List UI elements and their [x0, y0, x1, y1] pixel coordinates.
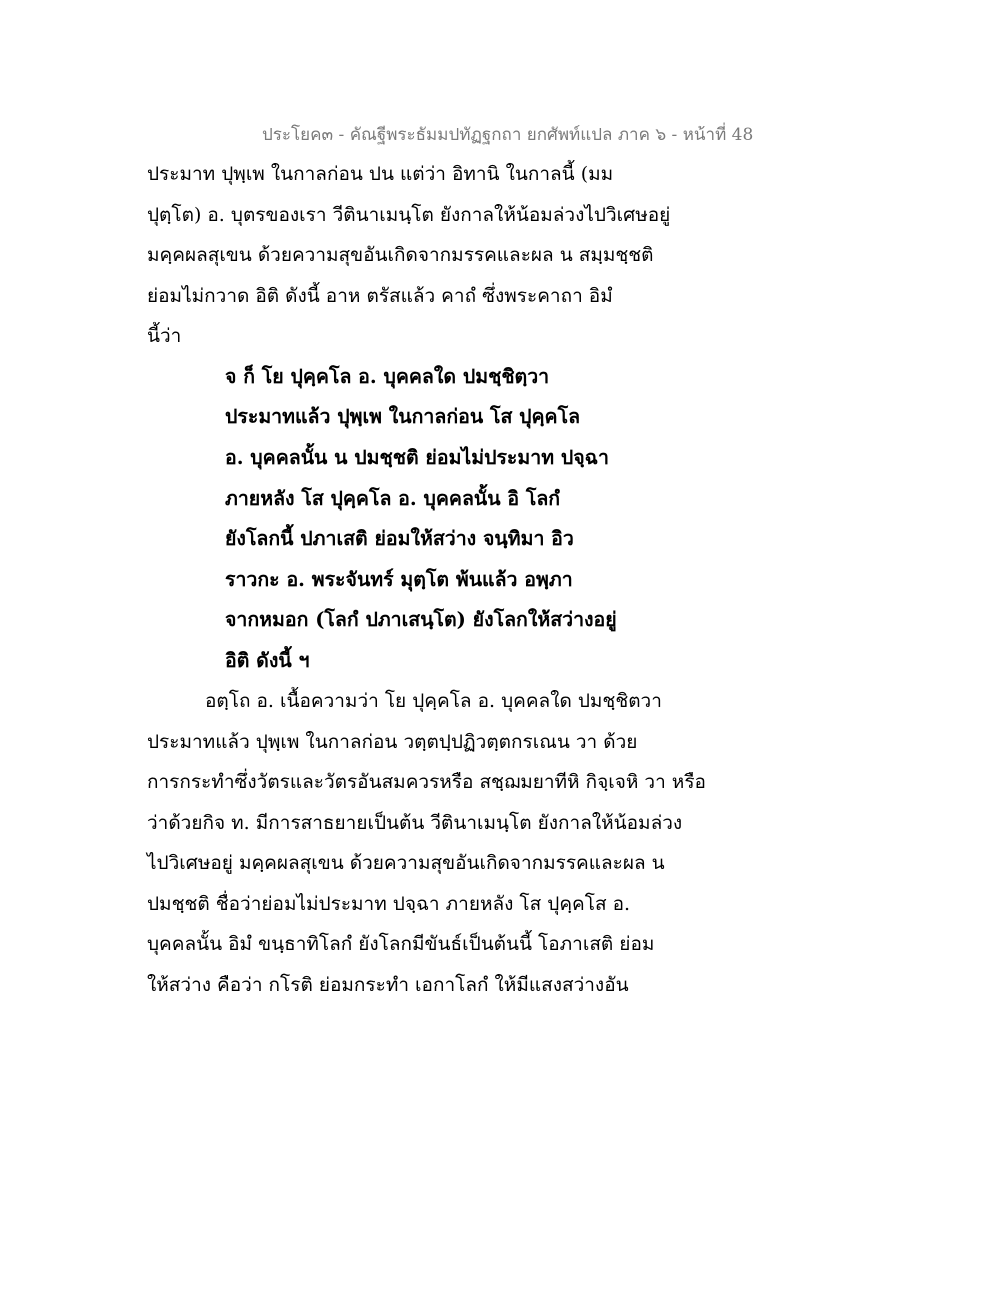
verse-line: จากหมอก (โลกํ ปภาเสนฺโต) ยังโลกให้สว่างอยู่ — [225, 608, 617, 631]
text-line: บุคคลนั้น อิมํ ขนฺธาทิโลกํ ยังโลกมีขันธ์เป็นต้นนี้ โอภาเสติ ย่อม — [147, 933, 655, 955]
verse-line: ภายหลัง โส ปุคฺคโล อ. บุคคลนั้น อิ โลกํ — [225, 487, 561, 510]
text-line: ย่อมไม่กวาด อิติ ดังนี้ อาห ตรัสแล้ว คาถํ ซึ่งพระคาถา อิมํ — [147, 285, 613, 307]
text-line: ปมชฺชติ ชื่อว่าย่อมไม่ประมาท ปจฺฉา ภายหลัง โส ปุคฺคโส อ. — [147, 893, 631, 915]
text-line: มคฺคผลสุเขน ด้วยความสุขอันเกิดจากมรรคและผล น สมฺมชฺชติ — [147, 244, 654, 266]
text-line: ไปวิเศษอยู่ มคฺคผลสุเขน ด้วยความสุขอันเกิดจากมรรคและผล น — [147, 852, 665, 874]
text-line: ประมาทแล้ว ปุพฺเพ ในกาลก่อน วตฺตปฺปฏิวตฺตกรเณน วา ด้วย — [147, 731, 638, 753]
text-line: ให้สว่าง คือว่า กโรติ ย่อมกระทำ เอกาโลกํ ให้มีแสงสว่างอัน — [147, 974, 629, 996]
text-line: นี้ว่า — [147, 325, 182, 347]
verse-line: ประมาทแล้ว ปุพฺเพ ในกาลก่อน โส ปุคฺคโล — [225, 405, 581, 428]
verse-line: อ. บุคคลนั้น น ปมชฺชติ ย่อมไม่ประมาท ปจฺฉา — [225, 446, 609, 469]
verse-line: อิติ ดังนี้ ฯ — [225, 649, 310, 672]
text-line: ปุตฺโต) อ. บุตรของเรา วีตินาเมนฺโต ยังกาลให้น้อมล่วงไปวิเศษอยู่ — [147, 204, 671, 226]
verse-line: จ ก็ โย ปุคฺคโล อ. บุคคลใด ปมชฺชิตฺวา — [225, 365, 550, 388]
verse-line: ยังโลกนี้ ปภาเสติ ย่อมให้สว่าง จนฺทิมา อิว — [225, 527, 574, 550]
text-line: อตฺโถ อ. เนื้อความว่า โย ปุคฺคโล อ. บุคคลใด ปมชฺชิตวา — [205, 690, 662, 712]
text-line: การกระทำซึ่งวัตรและวัตรอันสมควรหรือ สชฺฌมยาทีหิ กิจฺเจหิ วา หรือ — [147, 771, 706, 793]
text-line: ว่าด้วยกิจ ท. มีการสาธยายเป็นต้น วีตินาเมนฺโต ยังกาลให้น้อมล่วง — [147, 812, 683, 834]
verse-line: ราวกะ อ. พระจันทร์ มุตฺโต พ้นแล้ว อพฺภา — [225, 568, 573, 591]
text-line: ประมาท ปุพฺเพ ในกาลก่อน ปน แต่ว่า อิทานิ ในกาลนี้ (มม — [147, 163, 614, 185]
running-header: ประโยค๓ - คัณฐีพระธัมมปทัฏฐกถา ยกศัพท์แปล ภาค ๖ - หน้าที่ 48 — [262, 125, 754, 145]
